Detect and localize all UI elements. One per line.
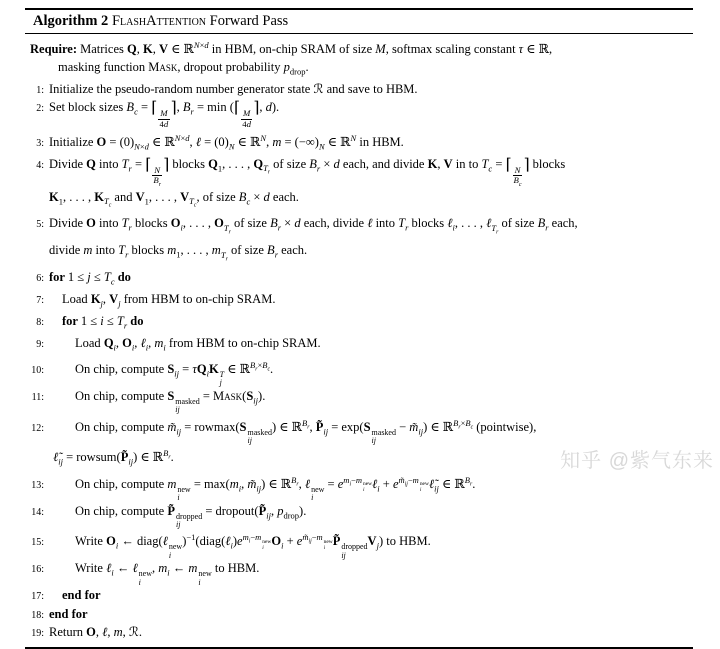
line-content: Write ℓ$_i$ ← ℓ new i , $m_i$ ← m new i to HBM. bbox=[75, 561, 260, 587]
line-content: Write $O_i$ ← diag(ℓ new i )$^{-1}(diag(\ell_i)e^{m_i-m new i}$ $O_i + e^{m̃_{ij}-m new i}$ P̃ dropped ij $V_j$) to HBM. bbox=[75, 532, 431, 560]
algorithm-rule-bottom bbox=[25, 647, 693, 649]
line-content: On chip, compute $S_{ij} = \tau Q_iK$ T j ∈ ℝ$^{B_r\times B_c}$. bbox=[75, 359, 274, 388]
line-content: On chip, compute S masked ij = $Mask(S_{ij})$. bbox=[75, 388, 266, 415]
line-number: 12: bbox=[31, 422, 44, 434]
line-number: 10: bbox=[31, 364, 44, 376]
line-content: Return O, ℓ, m, ℛ. bbox=[49, 625, 142, 640]
line-1 bbox=[25, 81, 693, 100]
line-6 bbox=[25, 269, 693, 291]
line-12 bbox=[25, 415, 693, 446]
line-5-cont bbox=[25, 242, 693, 269]
line-number: 8: bbox=[36, 316, 44, 328]
line-5 bbox=[25, 215, 693, 242]
line-content: for $1 \le i \le T_r$ do bbox=[62, 313, 144, 331]
line-number: 9: bbox=[36, 338, 44, 350]
line-content: Divide O into $T_r$ blocks $O_i$, . . . , $O_{T_r}$ of size $B_r \times d$ each, divide ℓ into $T_r$ blocks ℓ$_i$, . . . , ℓ$_{T_r}$ of size $B_r$ each, bbox=[49, 216, 578, 236]
line-7 bbox=[25, 291, 693, 313]
algorithm-title-text: Algorithm 2 FlashAttention Forward Pass bbox=[33, 13, 289, 29]
require-line bbox=[25, 37, 693, 59]
line-number: 11: bbox=[31, 391, 44, 403]
line-number: 5: bbox=[36, 219, 44, 231]
watermark: 知乎 @紫气东来 bbox=[560, 450, 714, 472]
line-number: 15: bbox=[31, 537, 44, 549]
line-11 bbox=[25, 388, 693, 415]
line-content: Initialize the pseudo-random number generator state ℛ and save to HBM. bbox=[49, 81, 418, 96]
line-number: 1: bbox=[36, 84, 44, 96]
line-content: Divide Q into $T_r$ = ⌈ $\frac{N}{B_r}$ ⌉ blocks $Q_1$, . . . , $Q_{T_r}$ of size $B_r \times d$ each, and divide K, V in to $T_c$ = ⌈ $\frac{N}{B_c}$ ⌉ blocks bbox=[49, 156, 566, 189]
line-number: 17: bbox=[31, 591, 44, 603]
line-2 bbox=[25, 99, 693, 129]
require-line-cont bbox=[25, 59, 693, 81]
line-18 bbox=[25, 606, 693, 625]
line-content: masking function Mask, dropout probability $p_{drop}$. bbox=[58, 59, 309, 77]
line-17 bbox=[25, 587, 693, 606]
line-3 bbox=[25, 130, 693, 156]
line-number: 13: bbox=[31, 479, 44, 491]
line-content: Load $K_j$, $V_j$ from HBM to on-chip SRAM. bbox=[62, 291, 276, 309]
line-14 bbox=[25, 503, 693, 530]
line-16 bbox=[25, 560, 693, 587]
line-number: 16: bbox=[31, 564, 44, 576]
line-content: end for bbox=[49, 606, 88, 621]
line-content: divide m into $T_r$ blocks $m_1$, . . . , $m_{T_r}$ of size $B_r$ each. bbox=[49, 243, 308, 263]
line-number: 3: bbox=[36, 137, 44, 149]
line-content: Initialize $O = (0)_{N\times d}$ ∈ ℝ$^{N\times d}$, ℓ = $(0)_N$ ∈ ℝ$^N$, $m = (-\infty)_N$ ∈ ℝ$^N$ in HBM. bbox=[49, 132, 404, 152]
line-number: 6: bbox=[36, 272, 44, 284]
line-content: $\ell̃_{ij}$ = $rowsum(P̃_{ij})$ ∈ ℝ$^{B_r}$. bbox=[53, 448, 174, 468]
line-15 bbox=[25, 529, 693, 560]
line-content: On chip, compute $m̃_{ij} = rowmax(S$ masked ij ) ∈ ℝ$^{B_r}$, $P̃_{ij} = \exp(S$ masked ij − $m̃_{ij}$) ∈ ℝ$^{B_r\times B_c}$ (pointwise), bbox=[75, 417, 537, 446]
line-4-cont bbox=[25, 189, 693, 216]
line-number: 2: bbox=[36, 103, 44, 115]
line-content: Require: Matrices Q, K, V ∈ ℝ$^{N\times d}$ in HBM, on-chip SRAM of size M, softmax scaling constant τ ∈ ℝ, bbox=[30, 40, 553, 57]
algorithm-title bbox=[25, 10, 693, 34]
line-number: 18: bbox=[31, 609, 44, 621]
line-content: $K_1$, . . . , $K_{T_c}$ and $V_1$, . . . , $V_{T_c}$, of size $B_c \times d$ each. bbox=[49, 189, 299, 209]
line-19 bbox=[25, 624, 693, 643]
line-number: 14: bbox=[31, 506, 44, 518]
line-content: On chip, compute m new i = $\max(m_i$, $m̃_{ij}$) ∈ ℝ$^{B_r}$, ℓ new i = $e^{m_i-m new i}$ ℓ$_i$ + $e^{m̃_{ij}-m new i}$ $\ell̃_{ij}$ ∈ ℝ$^{B_r}$. bbox=[75, 474, 476, 503]
line-content: Set block sizes $B_c$ = ⌈ $\frac{M}{4d}$ ⌉, $B_r = \min$ (⌈ $\frac{M}{4d}$ ⌉, d). bbox=[49, 99, 280, 129]
line-content: for $1 \le j \le T_c$ do bbox=[49, 269, 131, 287]
line-9 bbox=[25, 335, 693, 357]
algorithm-box bbox=[25, 8, 693, 649]
line-content: end for bbox=[62, 588, 101, 603]
line-10 bbox=[25, 357, 693, 388]
algorithm-body bbox=[25, 34, 693, 645]
line-number: 19: bbox=[31, 628, 44, 640]
line-content: Load $Q_i$, $O_i$, ℓ$_i$, $m_i$ from HBM to on-chip SRAM. bbox=[75, 335, 321, 353]
line-number: 4: bbox=[36, 159, 44, 171]
line-content: On chip, compute P̃ dropped ij = $dropout(P̃_{ij}$, $p_{drop}$). bbox=[75, 503, 307, 529]
line-number: 7: bbox=[36, 294, 44, 306]
line-13 bbox=[25, 472, 693, 503]
line-4 bbox=[25, 156, 693, 189]
line-8 bbox=[25, 313, 693, 335]
